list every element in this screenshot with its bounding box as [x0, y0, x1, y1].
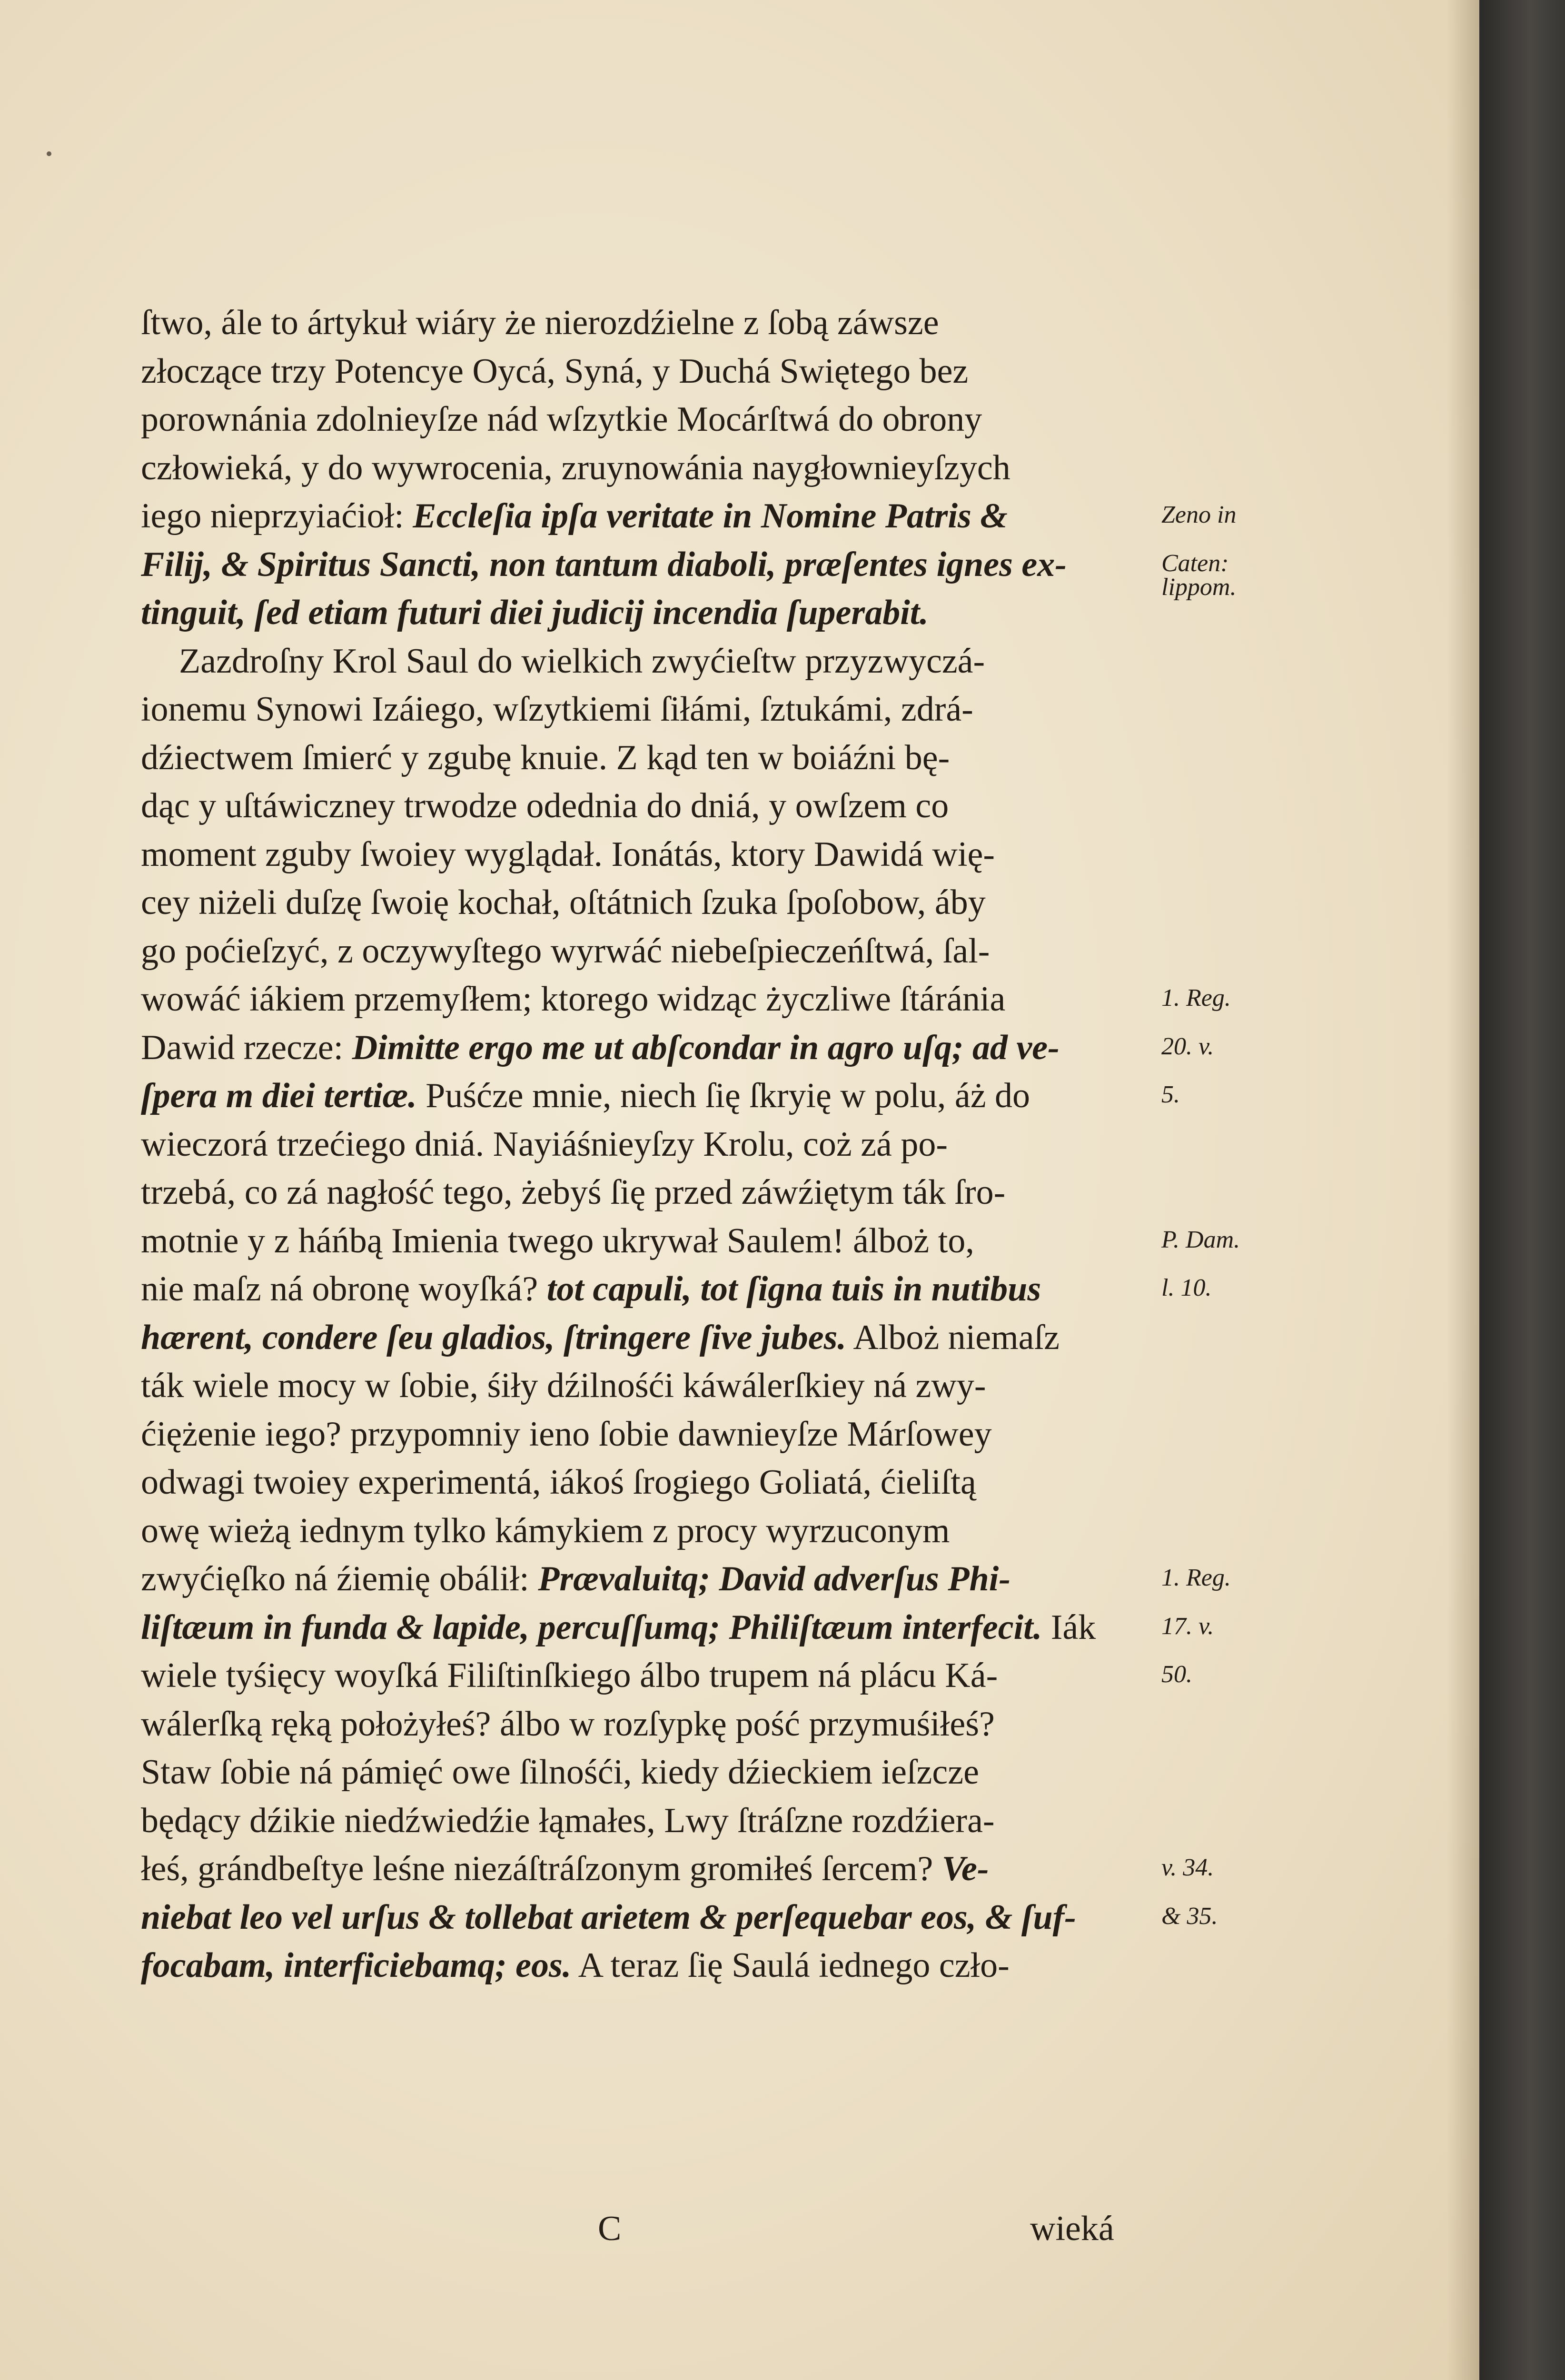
- text-line: [141, 589, 1179, 637]
- polish-text: motnie y z háńbą Imienia twego ukrywał Saulem! álboż to,: [141, 1221, 974, 1260]
- polish-text: Alboż niemaſz: [846, 1318, 1060, 1357]
- text-line: [141, 396, 1179, 444]
- latin-quote: Dimitte ergo me ut abſcondar in agro uſq; ad ve-: [352, 1028, 1060, 1067]
- main-text-block: [141, 299, 1179, 1990]
- polish-text: wálerſką ręką położyłeś? álbo w rozſypkę pość przymuśiłeś?: [141, 1704, 995, 1744]
- polish-text: owę wieżą iednym tylko kámykiem z procy wyrzuconym: [141, 1511, 950, 1550]
- signature-mark: C: [598, 2209, 622, 2248]
- polish-text: ionemu Synowi Izáiego, wſzytkiemi ſiłámi, ſztukámi, zdrá-: [141, 690, 973, 729]
- polish-text: odwagi twoiey experimentá, iákoś ſrogiego Goliatá, ćieliſtą: [141, 1463, 976, 1502]
- polish-text: Staw ſobie ná pámięć owe ſilnośći, kiedy dźieckiem ieſzcze: [141, 1753, 979, 1792]
- text-line: [141, 1748, 1179, 1797]
- polish-text: ták wiele mocy w ſobie, śiły dźilnośći káwálerſkiey ná zwy-: [141, 1366, 986, 1405]
- text-line: [141, 1700, 1179, 1749]
- text-line: [141, 1797, 1179, 1845]
- latin-quote: tinguit, ſed etiam futuri diei judicij incendia ſuperabit.: [141, 593, 929, 632]
- margin-note: 20. v.: [1161, 1032, 1214, 1060]
- margin-note: P. Dam.: [1161, 1226, 1240, 1253]
- polish-text: wieczorá trzećiego dniá. Nayiáśnieyſzy Krolu, coż zá po-: [141, 1124, 948, 1164]
- polish-text: Iák: [1042, 1607, 1096, 1647]
- margin-note: v. 34.: [1161, 1854, 1214, 1881]
- margin-note: Caten:: [1161, 549, 1229, 577]
- text-line: [141, 1894, 1179, 1942]
- text-line: [141, 347, 1179, 396]
- polish-text: go poćieſzyć, z oczywyſtego wyrwáć niebeſpieczeńſtwá, ſal-: [141, 931, 990, 971]
- latin-quote: liſtæum in funda & lapide, percuſſumq; Philiſtæum interfecit.: [141, 1607, 1042, 1647]
- text-line: [141, 1024, 1179, 1072]
- latin-quote: ſpera m diei tertiæ.: [141, 1076, 417, 1115]
- polish-text: Dawid rzecze:: [141, 1028, 352, 1067]
- text-line: [141, 975, 1179, 1024]
- text-line: [141, 1845, 1179, 1894]
- text-line: [141, 1604, 1179, 1652]
- polish-text: Puśćze mnie, niech ſię ſkryię w polu, áż do: [416, 1076, 1030, 1115]
- text-line: [141, 1217, 1179, 1266]
- text-line: [141, 637, 1179, 686]
- page-edge-shadow: [1447, 0, 1479, 2380]
- polish-text: moment zguby ſwoiey wyglądał. Ionátás, ktory Dawidá wię-: [141, 834, 995, 874]
- polish-text: cey niżeli duſzę ſwoię kochał, oſtátnich ſzuka ſpoſobow, áby: [141, 883, 986, 922]
- text-line: [141, 299, 1179, 347]
- text-line: [141, 1652, 1179, 1700]
- text-line: [141, 927, 1179, 976]
- polish-text: Zazdroſny Krol Saul do wielkich zwyćieſtw przyzwyczá-: [179, 641, 985, 681]
- text-line: [141, 1362, 1179, 1410]
- text-line: [141, 1314, 1179, 1362]
- text-line: [141, 782, 1179, 831]
- text-line: [141, 734, 1179, 783]
- polish-text: dąc y uſtáwiczney trwodze odednia do dniá, y owſzem co: [141, 786, 949, 825]
- ink-speck: [47, 151, 51, 156]
- latin-quote: focabam, interficiebamq; eos.: [141, 1946, 572, 1985]
- text-line: [141, 879, 1179, 927]
- latin-quote: tot capuli, tot ſigna tuis in nutibus: [546, 1269, 1041, 1309]
- margin-note: 5.: [1161, 1081, 1180, 1108]
- margin-note: 17. v.: [1161, 1612, 1214, 1640]
- polish-text: wiele tyśięcy woyſká Filiſtinſkiego álbo trupem ná plácu Ká-: [141, 1656, 998, 1695]
- margin-note: lippom.: [1161, 574, 1237, 601]
- text-line: [141, 1458, 1179, 1507]
- polish-text: będący dźikie niedźwiedźie łąmałes, Lwy ſtráſzne rozdźiera-: [141, 1801, 995, 1840]
- text-line: [141, 1121, 1179, 1169]
- polish-text: A teraz ſię Saulá iednego czło-: [571, 1946, 1010, 1985]
- polish-text: ſtwo, ále to ártykuł wiáry że nierozdźielne z ſobą záwsze: [141, 303, 939, 342]
- polish-text: człowieká, y do wywrocenia, zruynowánia naygłownieyſzych: [141, 448, 1010, 487]
- latin-quote: Filij, & Spiritus Sancti, non tantum diaboli, præſentes ignes ex-: [141, 545, 1067, 584]
- margin-note: & 35.: [1161, 1902, 1218, 1930]
- latin-quote: Ve-: [941, 1849, 989, 1888]
- polish-text: porownánia zdolnieyſze nád wſzytkie Mocárſtwá do obrony: [141, 400, 982, 439]
- polish-text: złoczące trzy Potencye Oycá, Syná, y Duchá Swiętego bez: [141, 351, 969, 391]
- text-line: [141, 541, 1179, 589]
- text-line: [141, 1507, 1179, 1556]
- latin-quote: Prævaluitq; David adverſus Phi-: [538, 1559, 1010, 1598]
- polish-text: nie maſz ná obronę woyſká?: [141, 1269, 547, 1309]
- margin-note: 1. Reg.: [1161, 1564, 1231, 1591]
- margin-note: 1. Reg.: [1161, 984, 1231, 1012]
- text-line: [141, 492, 1179, 541]
- text-line: [141, 1265, 1179, 1314]
- polish-text: ćiężenie iego? przypomniy ieno ſobie dawnieyſze Márſowey: [141, 1414, 992, 1454]
- polish-text: dźiectwem ſmierć y zgubę knuie. Z kąd ten w boiáźni bę-: [141, 738, 950, 777]
- polish-text: zwyćięſko ná źiemię obálił:: [141, 1559, 538, 1598]
- book-spine: [1479, 0, 1565, 2380]
- text-line: [141, 1410, 1179, 1459]
- text-line: [141, 1942, 1179, 1990]
- polish-text: łeś, grándbeſtye leśne niezáſtráſzonym gromiłeś ſercem?: [141, 1849, 942, 1888]
- polish-text: iego nieprzyiaćioł:: [141, 496, 413, 536]
- polish-text: wowáć iákiem przemyſłem; ktorego widząc życzliwe ſtáránia: [141, 980, 1006, 1019]
- text-line: [141, 444, 1179, 493]
- margin-note: Zeno in: [1161, 501, 1237, 528]
- text-line: [141, 1072, 1179, 1121]
- latin-quote: Eccleſia ipſa veritate in Nomine Patris &: [413, 496, 1008, 536]
- polish-text: trzebá, co zá nagłość tego, żebyś ſię przed záwźiętym ták ſro-: [141, 1173, 1006, 1212]
- text-line: [141, 831, 1179, 879]
- text-line: [141, 1555, 1179, 1604]
- catchword: wieká: [1030, 2209, 1114, 2248]
- text-line: [141, 685, 1179, 734]
- margin-note: 50.: [1161, 1661, 1192, 1688]
- margin-note: l. 10.: [1161, 1274, 1212, 1301]
- text-line: [141, 1169, 1179, 1217]
- latin-quote: hærent, condere ſeu gladios, ſtringere ſive jubes.: [141, 1318, 846, 1357]
- latin-quote: niebat leo vel urſus & tollebat arietem & perſequebar eos, & ſuf-: [141, 1897, 1076, 1937]
